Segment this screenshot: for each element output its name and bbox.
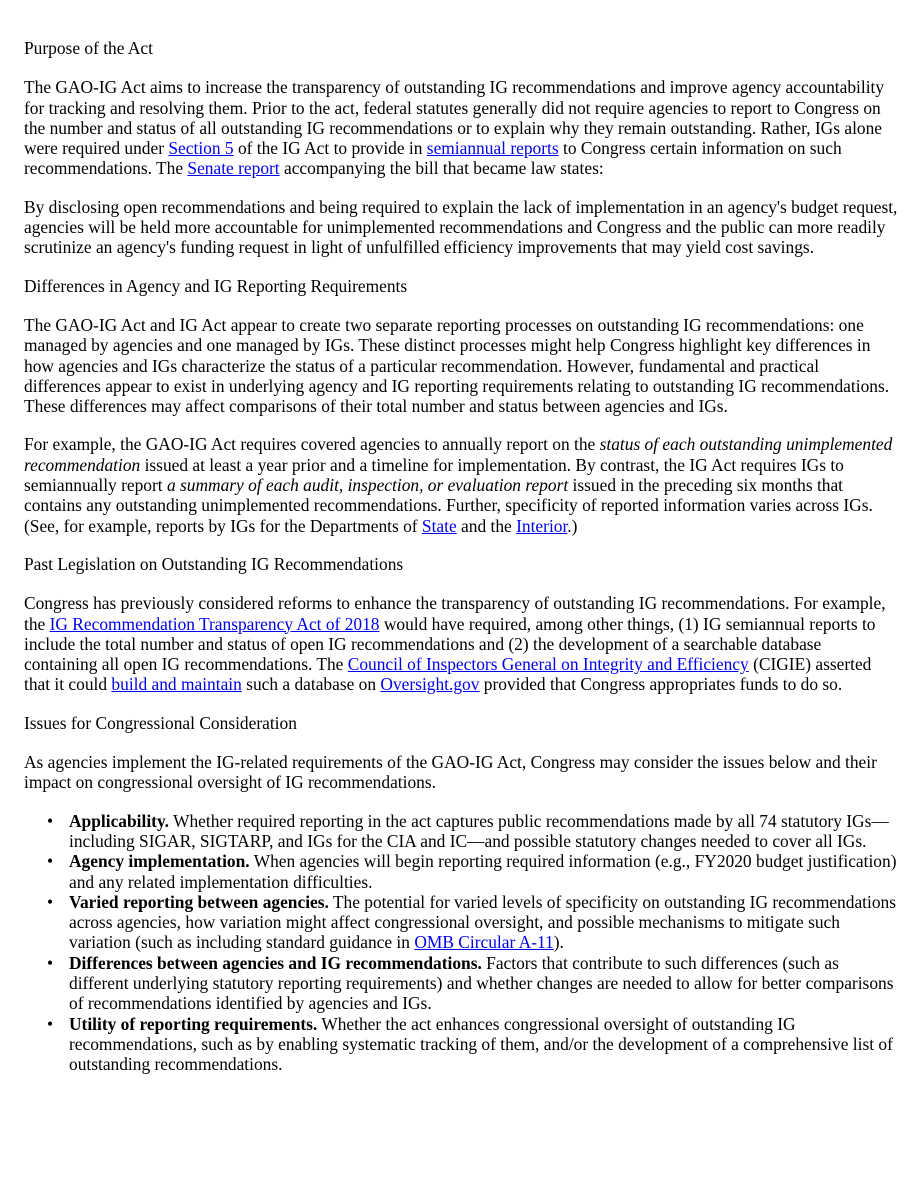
emphasis-text: a summary of each audit, inspection, or evaluation report: [166, 475, 569, 496]
item-text-after: ).: [553, 932, 564, 953]
item-text: Whether the act enhances congressional oversight of outstanding IG recommendations, such as by enabling systematic tracking of them, and/or the development of a comprehensive list of outstanding recommendations.: [69, 1013, 893, 1075]
emphasis-text: status of each outstanding unimplemented recommendation: [24, 434, 893, 475]
list-item: [47, 952, 899, 1014]
bullet-icon: •: [47, 851, 54, 872]
text-span: to Congress certain information on such recommendations. The: [24, 138, 842, 179]
text-span: issued in the preceding six months that contains any outstanding unimplemented recommendations. Further, specificity of reported information varies across IGs. (See, for example, reports by IGs for the Departments of: [24, 475, 873, 536]
link-state[interactable]: State: [421, 515, 457, 536]
link-semiannual-reports[interactable]: semiannual reports: [426, 138, 559, 159]
bullet-icon: •: [47, 1013, 54, 1034]
item-text: The potential for varied levels of specificity on outstanding IG recommendations across agencies, how variation might affect congressional oversight, and possible mechanisms to mitigate such variation (such as including standard guidance in: [69, 891, 896, 953]
bullet-icon: •: [47, 891, 54, 912]
text-span: of the IG Act to provide in: [233, 138, 427, 159]
differences-paragraph-1: The GAO-IG Act and IG Act appear to create two separate reporting processes on outstanding IG recommendations: one managed by agencies and one managed by IGs. These distinct processes might help Congress highlight key differences in how agencies and IGs characterize the status of a particular recommendation. However, fundamental and practical differences appear to exist in underlying agency and IG reporting requirements relating to outstanding IG recommendations. These differences may affect comparisons of their total number and status between agencies and IGs.: [24, 314, 890, 417]
text-span: accompanying the bill that became law states:: [279, 158, 604, 179]
text-span: and the: [456, 515, 517, 536]
issues-list: [24, 811, 899, 1075]
list-item: [47, 810, 899, 852]
text-span: .): [567, 515, 578, 536]
item-title: Varied reporting between agencies.: [69, 891, 329, 912]
link-build-and-maintain[interactable]: build and maintain: [111, 674, 242, 695]
item-title: Agency implementation.: [69, 851, 250, 872]
item-text: When agencies will begin reporting required information (e.g., FY2020 budget justification) and any related implementation difficulties.: [69, 851, 897, 892]
issues-intro: As agencies implement the IG-related requirements of the GAO-IG Act, Congress may consider the issues below and their impact on congressional oversight of IG recommendations.: [24, 752, 877, 793]
item-title: Applicability.: [69, 810, 170, 831]
text-span: Congress has previously considered reforms to enhance the transparency of outstanding IG recommendations. For example, the: [24, 593, 886, 634]
purpose-paragraph: [24, 77, 899, 178]
section-heading-past-legislation: Past Legislation on Outstanding IG Recommendations: [24, 553, 404, 574]
differences-paragraph-2: [24, 434, 899, 535]
past-legislation-paragraph: [24, 593, 899, 694]
text-span: issued at least a year prior and a timeline for implementation. By contrast, the IG Act requires IGs to semiannually report: [24, 454, 844, 496]
list-item: [47, 851, 899, 892]
text-span: would have required, among other things, (1) IG semiannual reports to include the total number and status of open IG recommendations and (2) the development of a searchable database containing all open IG recommendations. The: [24, 613, 876, 675]
section-heading-purpose: Purpose of the Act: [24, 38, 153, 58]
item-title: Differences between agencies and IG recommendations.: [69, 952, 482, 973]
text-span: provided that Congress appropriates funds to do so.: [479, 674, 843, 695]
text-span: For example, the GAO-IG Act requires covered agencies to annually report on the: [24, 434, 600, 455]
list-item: [47, 891, 899, 953]
link-section-5[interactable]: Section 5: [168, 138, 234, 159]
list-item: [47, 1013, 899, 1075]
item-text: Factors that contribute to such differences (such as different underlying statutory reporting requirements) and whether changes are needed to allow for better comparisons of recommendations identified by agencies and IGs.: [69, 952, 894, 1014]
link-omb-circular[interactable]: OMB Circular A-11: [414, 932, 554, 953]
bullet-icon: •: [47, 810, 54, 831]
text-span: such a database on: [241, 674, 381, 695]
section-heading-issues: Issues for Congressional Consideration: [24, 712, 297, 733]
link-ig-recommendation-transparency-act[interactable]: IG Recommendation Transparency Act of 2018: [49, 613, 380, 634]
item-text: Whether required reporting in the act captures public recommendations made by all 74 statutory IGs—including SIGAR, SIGTARP, and IGs for the CIA and IC—and possible statutory changes needed to cover all IGs.: [69, 810, 889, 851]
link-senate-report[interactable]: Senate report: [187, 158, 280, 179]
text-span: (CIGIE) asserted that it could: [24, 654, 872, 695]
bullet-icon: •: [47, 952, 54, 973]
link-interior[interactable]: Interior: [516, 515, 568, 536]
item-title: Utility of reporting requirements.: [69, 1013, 318, 1034]
section-heading-differences: Differences in Agency and IG Reporting Requirements: [24, 275, 408, 296]
link-cigie[interactable]: Council of Inspectors General on Integrity and Efficiency: [347, 654, 749, 675]
text-span: The GAO-IG Act aims to increase the transparency of outstanding IG recommendations and improve agency accountability for tracking and resolving them. Prior to the act, federal statutes generally did not require agencies to report to Congress on the number and status of all outstanding IG recommendations or to explain why they remain outstanding. Rather, IGs alone were required under: [24, 77, 885, 159]
senate-report-quote: By disclosing open recommendations and being required to explain the lack of implementation in an agency's budget request, agencies will be held more accountable for unimplemented recommendations and Congress and the public can more readily scrutinize an agency's funding request in light of unfulfilled efficiency improvements that may yield cost savings.: [24, 196, 898, 258]
link-oversight-gov[interactable]: Oversight.gov: [380, 674, 480, 695]
